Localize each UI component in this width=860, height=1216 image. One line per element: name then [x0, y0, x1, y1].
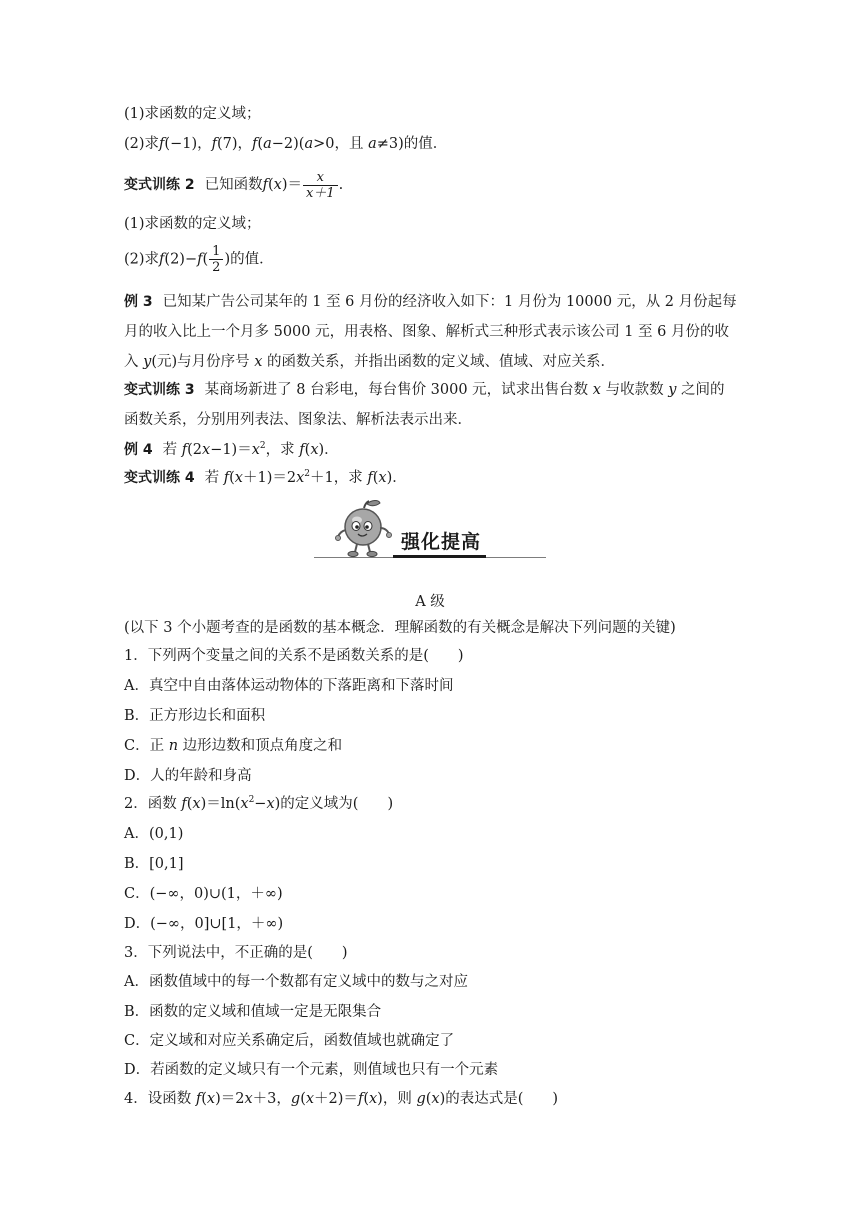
q4-stem: 4．设函数 f(x)＝2x＋3，g(x＋2)＝f(x)，则 g(x)的表达式是( )	[124, 1091, 559, 1107]
example4-line: 例 4 若 $f(2x-1)=x^2$，求 f(x)．	[124, 441, 339, 458]
q2-option-c: C．(−∞，0)∪(1，＋∞)	[124, 886, 283, 902]
q1-option-b: B．正方形边长和面积	[124, 708, 266, 724]
q2-option-a: A．(0,1)	[124, 826, 184, 842]
example3-line2: 月的收入比上一个月多 5000 元，用表格、图象、解析式三种形式表示该公司 1 至 6 月份的收	[124, 324, 730, 340]
q1-option-a: A．真空中自由落体运动物体的下落距离和下落时间	[124, 678, 454, 694]
q3-option-d: D．若函数的定义域只有一个元素，则值域也只有一个元素	[124, 1062, 499, 1078]
q3-stem: 3．下列说法中，不正确的是( )	[124, 945, 348, 961]
q2-option-d: D．(−∞，0]∪[1，＋∞)	[124, 916, 284, 932]
q2-stem: 2．函数 $f(x)=\ln(x^2-x)$的定义域为( )	[124, 795, 394, 812]
section-note: (以下 3 个小题考查的是函数的基本概念．理解函数的有关概念是解决下列问题的关键)	[124, 620, 676, 636]
q1-option-c: C．正 n 边形边数和顶点角度之和	[124, 738, 343, 754]
level-heading: A 级	[415, 594, 445, 610]
intro-q2: (2)求f(−1)，f(7)，f(a−2)(a>0，且 a≠3)的值．	[124, 136, 448, 152]
intro-q1: (1)求函数的定义域；	[124, 106, 261, 122]
variant3-line2: 函数关系，分别用列表法、图象法、解析法表示出来．	[124, 412, 472, 428]
variant2-q2: (2)求f(2)−f( $\frac{1}{2}$ )的值．	[124, 244, 274, 275]
example3-label: 例 3	[124, 294, 153, 310]
variant3-label: 变式训练 3	[124, 382, 195, 398]
example3-line3: 入 y(元)与月份序号 x 的函数关系，并指出函数的定义域、值域、对应关系．	[124, 354, 616, 370]
section-title-underline	[393, 555, 486, 558]
variant4-label: 变式训练 4	[124, 470, 195, 486]
fraction: $\frac{x}{x+1}$	[303, 170, 338, 201]
q2-option-b: B．[0,1]	[124, 856, 184, 872]
q3-option-b: B．函数的定义域和值域一定是无限集合	[124, 1004, 382, 1020]
fraction-half: $\frac{1}{2}$	[209, 244, 223, 275]
variant2-q1: (1)求函数的定义域；	[124, 216, 261, 232]
variant2-line: 变式训练 2 已知函数f(x)＝ $\frac{x}{x+1}$ .	[124, 169, 344, 201]
section-title: 强化提高	[401, 531, 482, 553]
q1-option-d: D．人的年龄和身高	[124, 768, 252, 784]
variant4-line: 变式训练 4 若 $f(x+1)=2x^2+1$，求 f(x)．	[124, 469, 407, 486]
example3-line1: 例 3 已知某广告公司某年的 1 至 6 月份的经济收入如下：1 月份为 10000 元，从 2 月份起每	[124, 294, 737, 310]
variant3-line1: 变式训练 3 某商场新进了 8 台彩电，每台售价 3000 元，试求出售台数 x 与收款数 y 之间的	[124, 382, 725, 398]
apple-mascot-icon	[334, 498, 394, 560]
q3-option-a: A．函数值域中的每一个数都有定义域中的数与之对应	[124, 974, 468, 990]
q3-option-c: C．定义域和对应关系确定后，函数值域也就确定了	[124, 1033, 455, 1049]
q1-stem: 1．下列两个变量之间的关系不是函数关系的是( )	[124, 648, 464, 664]
example4-label: 例 4	[124, 442, 153, 458]
variant2-label: 变式训练 2	[124, 177, 195, 193]
